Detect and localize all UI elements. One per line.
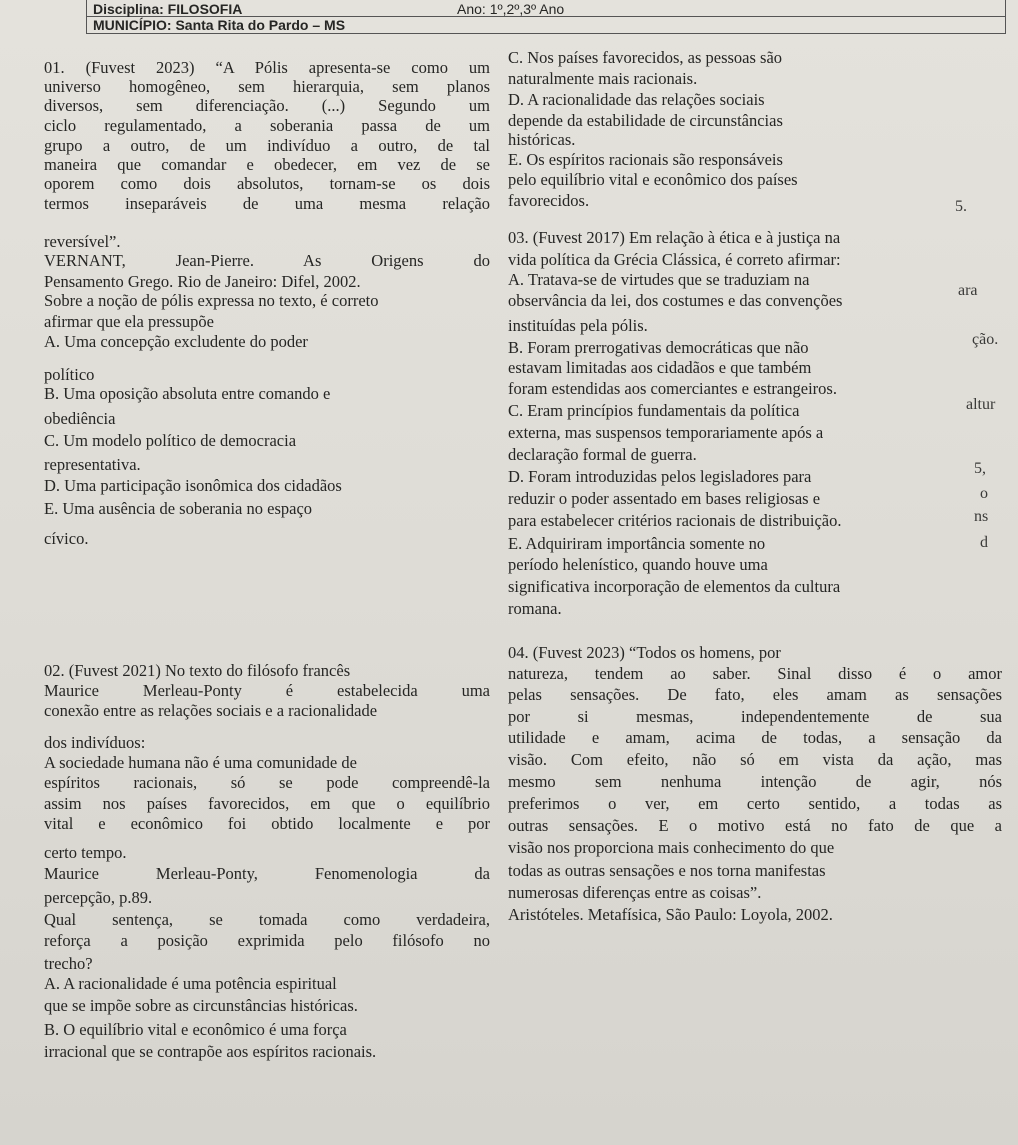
left-text-line: representativa. (44, 455, 141, 474)
left-text-line: ciclo regulamentado, a soberania passa de um (44, 116, 490, 135)
left-text-line: que se impõe sobre as circunstâncias históricas. (44, 996, 358, 1015)
right-text-line: depende da estabilidade de circunstâncias (508, 111, 783, 130)
right-text-line: favorecidos. (508, 191, 590, 210)
right-text-line: para estabelecer critérios racionais de distribuição. (508, 511, 842, 530)
left-text-line: político (44, 365, 95, 384)
right-text-line: numerosas diferenças entre as coisas”. (508, 883, 762, 902)
right-text-line: visão nos proporciona mais conhecimento do que (508, 838, 835, 857)
right-text-line: E. Os espíritos racionais são responsáveis (508, 150, 783, 169)
edge-fragment: o (980, 485, 988, 502)
right-text-line: A. Tratava-se de virtudes que se traduziam na (508, 270, 810, 289)
right-text-line: D. Foram introduzidas pelos legisladores para (508, 467, 812, 486)
right-text-line: pelo equilíbrio vital e econômico dos países (508, 170, 798, 189)
left-text-line: B. O equilíbrio vital e econômico é uma força (44, 1020, 347, 1039)
left-text-line: 01. (Fuvest 2023) “A Pólis apresenta-se como um (44, 58, 490, 77)
left-text-line: obediência (44, 409, 116, 428)
right-text-line: observância da lei, dos costumes e das convenções (508, 291, 843, 310)
right-text-line: declaração formal de guerra. (508, 445, 697, 464)
edge-fragment: ção. (972, 331, 999, 348)
right-text-line: E. Adquiriram importância somente no (508, 534, 766, 553)
right-text-line: instituídas pela pólis. (508, 316, 648, 335)
left-text-line: B. Uma oposição absoluta entre comando e (44, 384, 331, 403)
right-text-line: foram estendidas aos comerciantes e estrangeiros. (508, 379, 837, 398)
right-text-line: outras sensações. E o motivo está no fato de que a (508, 816, 1002, 835)
left-text-line: A sociedade humana não é uma comunidade de (44, 753, 357, 772)
left-text-line: espíritos racionais, só se pode compreendê-la (44, 773, 490, 792)
right-text-line: C. Nos países favorecidos, as pessoas são (508, 48, 783, 67)
left-text-line: conexão entre as relações sociais e a racionalidade (44, 701, 378, 720)
left-text-line: 02. (Fuvest 2021) No texto do filósofo francês (44, 661, 351, 680)
edge-fragment: d (980, 534, 988, 551)
right-text-line: B. Foram prerrogativas democráticas que não (508, 338, 809, 357)
right-text-line: período helenístico, quando houve uma (508, 555, 768, 574)
right-text-line: C. Eram princípios fundamentais da política (508, 401, 800, 420)
left-text-line: D. Uma participação isonômica dos cidadãos (44, 476, 342, 495)
left-text-line: vital e econômico foi obtido localmente e por (44, 814, 490, 833)
left-text-line: termos inseparáveis de uma mesma relação (44, 194, 490, 213)
left-text-line: assim nos países favorecidos, em que o equilíbrio (44, 794, 490, 813)
right-text-line: históricas. (508, 130, 576, 149)
left-text-line: cívico. (44, 529, 89, 548)
left-text-line: diversos, sem diferenciação. (...) Segundo um (44, 96, 490, 115)
left-text-line: irracional que se contrapõe aos espíritos racionais. (44, 1042, 377, 1061)
right-text-line: 04. (Fuvest 2023) “Todos os homens, por (508, 643, 781, 662)
edge-fragment: 5. (955, 198, 967, 215)
right-text-line: 03. (Fuvest 2017) Em relação à ética e à justiça na (508, 228, 841, 247)
right-text-line: visão. Com efeito, não só em vista da ação, mas (508, 750, 1002, 769)
right-text-line: reduzir o poder assentado em bases religiosas e (508, 489, 821, 508)
left-text-line: trecho? (44, 954, 93, 973)
left-text-line: Qual sentença, se tomada como verdadeira, (44, 910, 490, 929)
right-text-line: significativa incorporação de elementos da cultura (508, 577, 841, 596)
left-text-line: dos indivíduos: (44, 733, 146, 752)
edge-fragment: ara (958, 282, 978, 299)
municipality-label: MUNICÍPIO: Santa Rita do Pardo – MS (93, 17, 346, 33)
right-text-line: todas as outras sensações e nos torna manifestas (508, 861, 826, 880)
right-text-line: D. A racionalidade das relações sociais (508, 90, 765, 109)
left-text-line: percepção, p.89. (44, 888, 153, 907)
right-text-line: externa, mas suspensos temporariamente após a (508, 423, 824, 442)
left-text-line: E. Uma ausência de soberania no espaço (44, 499, 313, 518)
edge-fragment: 5, (974, 460, 986, 477)
subject-label: Disciplina: FILOSOFIA (93, 1, 243, 17)
left-text-line: reversível”. (44, 232, 121, 251)
left-text-line: A. Uma concepção excludente do poder (44, 332, 308, 351)
edge-fragment: altur (966, 396, 996, 413)
left-text-line: oporem como dois absolutos, tornam-se os dois (44, 174, 490, 193)
right-text-line: romana. (508, 599, 562, 618)
right-text-line: por si mesmas, independentemente de sua (508, 707, 1002, 726)
left-text-line: A. A racionalidade é uma potência espiritual (44, 974, 337, 993)
left-text-line: grupo a outro, de um indivíduo a outro, de tal (44, 136, 490, 155)
right-text-line: Aristóteles. Metafísica, São Paulo: Loyola, 2002. (508, 905, 833, 924)
left-text-line: afirmar que ela pressupõe (44, 312, 214, 331)
left-text-line: Pensamento Grego. Rio de Janeiro: Difel, 2002. (44, 272, 361, 291)
left-text-line: C. Um modelo político de democracia (44, 431, 297, 450)
left-text-line: Maurice Merleau-Ponty é estabelecida uma (44, 681, 490, 700)
edge-fragment: ns (974, 508, 989, 525)
right-text-line: mesmo sem nenhuma intenção de agir, nós (508, 772, 1002, 791)
left-text-line: maneira que comandar e obedecer, em vez de se (44, 155, 490, 174)
worksheet-header (86, 0, 1006, 34)
right-text-line: naturalmente mais racionais. (508, 69, 698, 88)
left-text-line: reforça a posição exprimida pelo filósofo no (44, 931, 490, 950)
left-text-line: universo homogêneo, sem hierarquia, sem planos (44, 77, 490, 96)
right-text-line: natureza, tendem ao saber. Sinal disso é o amor (508, 664, 1002, 683)
right-text-line: utilidade e amam, acima de todas, a sensação da (508, 728, 1002, 747)
right-text-line: estavam limitadas aos cidadãos e que também (508, 358, 812, 377)
left-text-line: Maurice Merleau-Ponty, Fenomenologia da (44, 864, 490, 883)
right-text-line: vida política da Grécia Clássica, é correto afirmar: (508, 250, 841, 269)
left-text-line: Sobre a noção de pólis expressa no texto, é correto (44, 291, 379, 310)
right-text-line: pelas sensações. De fato, eles amam as sensações (508, 685, 1002, 704)
right-text-line: preferimos o ver, em certo sentido, a todas as (508, 794, 1002, 813)
left-text-line: VERNANT, Jean-Pierre. As Origens do (44, 251, 490, 270)
left-text-line: certo tempo. (44, 843, 127, 862)
year-label: Ano: 1º,2º,3º Ano (457, 1, 565, 17)
